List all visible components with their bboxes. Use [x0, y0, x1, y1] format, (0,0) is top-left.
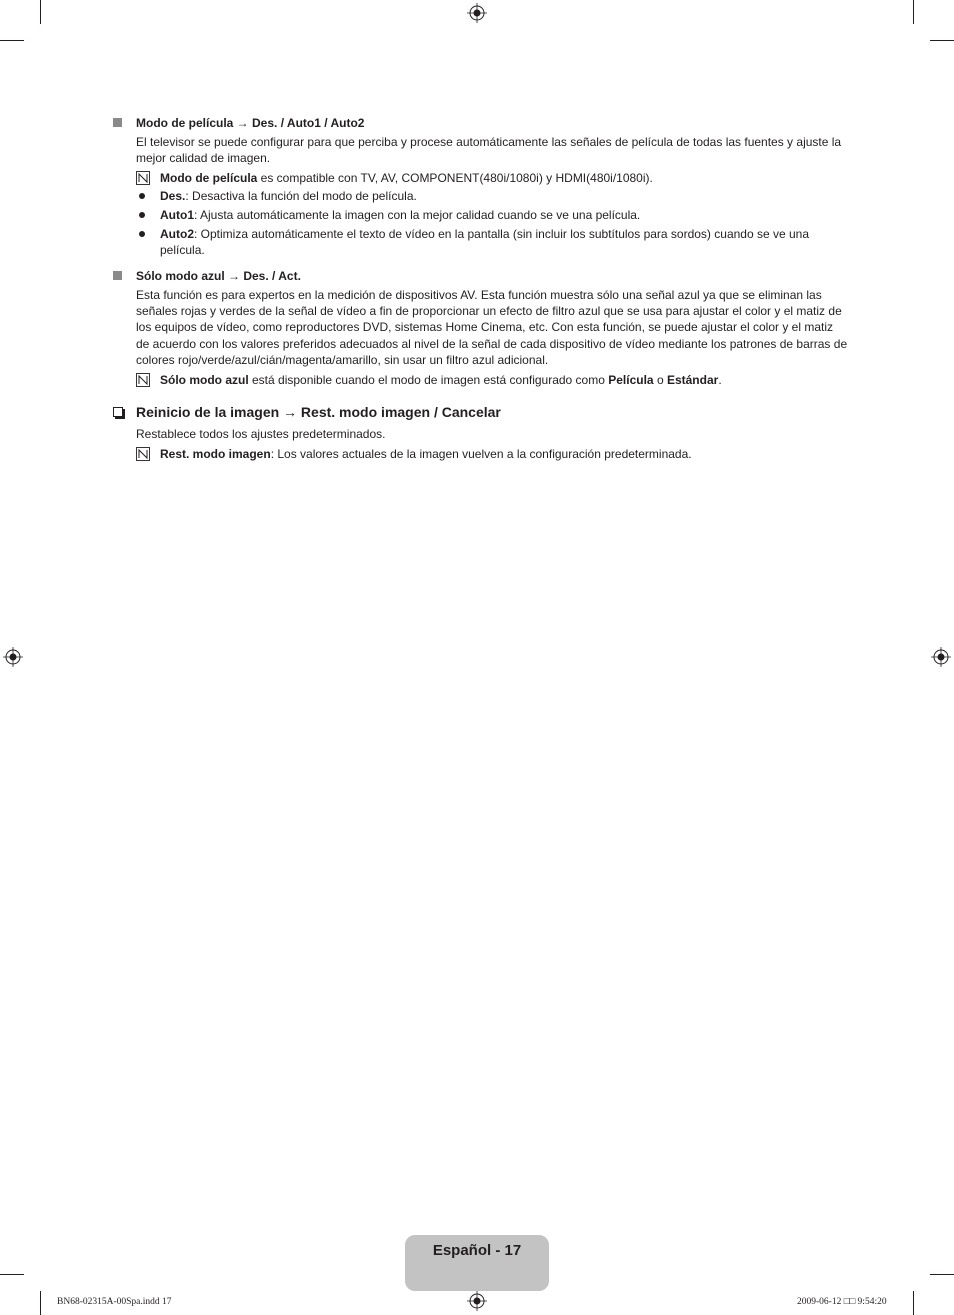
square-bullet-icon [113, 118, 122, 127]
note-icon [136, 171, 150, 185]
slug-filename: BN68-02315A-00Spa.indd 17 [57, 1297, 172, 1307]
registration-mark-icon [931, 647, 951, 667]
list-item-term: Des. [160, 189, 186, 203]
crop-mark [930, 1274, 954, 1275]
note-rest: está disponible cuando el modo de imagen está configurado como [248, 373, 609, 387]
section-body: Restablece todos los ajustes predeterminados. [136, 427, 386, 441]
registration-mark-icon [467, 1291, 487, 1311]
section-heading: Sólo modo azul → Des. / Act. [136, 269, 301, 283]
note-rest: : Los valores actuales de la imagen vuelven a la configuración predeterminada. [270, 447, 692, 461]
note-bold: Modo de película [160, 171, 258, 185]
note-text [160, 170, 848, 186]
note-text [160, 446, 848, 462]
registration-mark-icon [3, 647, 23, 667]
list-item-text: : Ajusta automáticamente la imagen con la mejor calidad cuando se ve una película. [194, 208, 641, 222]
list-item [160, 188, 848, 204]
bullet-icon [139, 212, 145, 218]
checkbox-bullet-icon [113, 407, 123, 417]
note-bold: Película [608, 373, 654, 387]
crop-mark [40, 1291, 41, 1315]
note-text [160, 372, 848, 388]
crop-mark [913, 1291, 914, 1315]
registration-mark-icon [467, 3, 487, 23]
section-body: Esta función es para expertos en la medición de dispositivos AV. Esta función muestra sólo una señal azul ya que se eliminan las señales rojas y verdes de la señal de vídeo a fin de proporcionar un efecto de filtro azul que se usa para ajustar el color y el matiz de los equipos de vídeo, como reproductores DVD, sistemas Home Cinema, etc. Con esta función, se puede ajustar el color y el matiz de acuerdo con los valores preferidos adecuados al nivel de la señal de cada dispositivo de vídeo mediante los patrones de barras de colores rojo/verde/azul/cián/magenta/amarillo, sin usar un filtro azul adicional. [136, 288, 848, 367]
section-heading: Modo de película → Des. / Auto1 / Auto2 [136, 116, 365, 130]
list-item [160, 226, 848, 258]
crop-mark [930, 40, 954, 41]
crop-mark [0, 40, 24, 41]
crop-mark [40, 0, 41, 24]
list-item-text: : Optimiza automáticamente el texto de vídeo en la pantalla (sin incluir los subtítulos para sordos) cuando se ve una película. [160, 227, 810, 258]
crop-mark [913, 0, 914, 24]
note-bold: Sólo modo azul [160, 373, 249, 387]
note-rest: o [653, 373, 667, 387]
bullet-icon [139, 231, 145, 237]
crop-mark [0, 1274, 24, 1275]
bullet-icon [139, 193, 145, 199]
list-item [160, 207, 848, 223]
note-rest: es compatible con TV, AV, COMPONENT(480i/1080i) y HDMI(480i/1080i). [257, 171, 653, 185]
note-rest: . [718, 373, 722, 387]
note-icon [136, 447, 150, 461]
note-bold: Rest. modo imagen [160, 447, 271, 461]
page-number: Español - 17 [432, 1242, 522, 1259]
list-item-term: Auto1 [160, 208, 194, 222]
square-bullet-icon [113, 271, 122, 280]
section-title: Reinicio de la imagen → Rest. modo imagen / Cancelar [136, 404, 501, 420]
slug-timestamp: 2009-06-12 □□ 9:54:20 [797, 1297, 887, 1307]
note-icon [136, 373, 150, 387]
section-body: El televisor se puede configurar para que perciba y procese automáticamente las señales de película de todas las fuentes y ajuste la mejor calidad de imagen. [136, 135, 842, 166]
note-bold: Estándar [666, 373, 719, 387]
list-item-text: : Desactiva la función del modo de película. [185, 189, 417, 203]
list-item-term: Auto2 [160, 227, 194, 241]
